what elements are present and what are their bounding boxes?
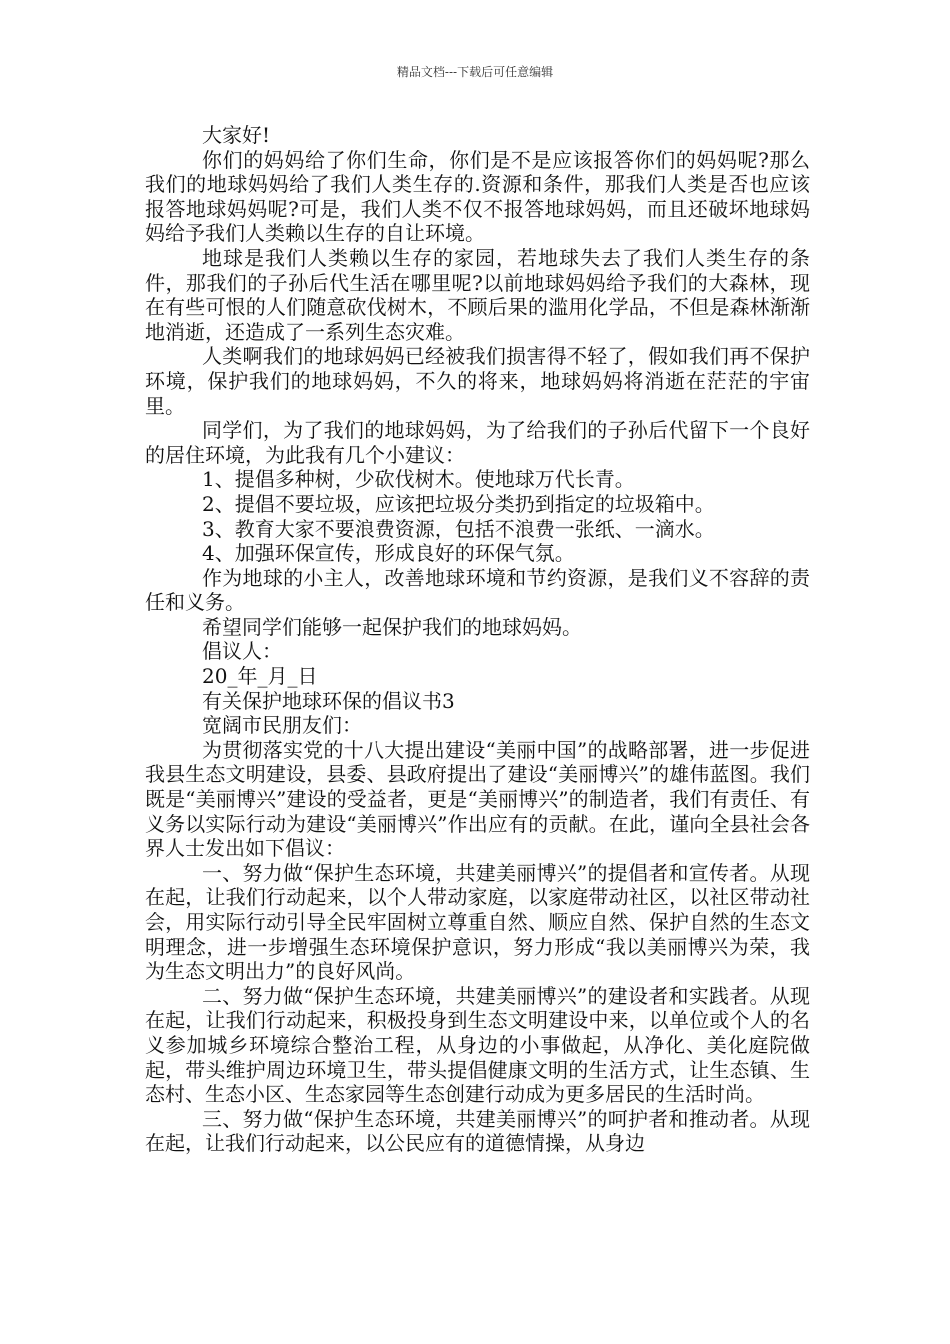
paragraph-hope: 希望同学们能够一起保护我们的地球妈妈。 <box>202 614 582 639</box>
paragraph-home: 地球是我们人类赖以生存的家园，若地球失去了我们人类生存的条件，那我们的子孙后代生活在哪里呢?以前地球妈妈给予我们的大森林，现在有些可恨的人们随意砍伐树木，不顾后果的滥用化学品，不但是森林渐渐地消逝，还造成了一系列生态灾难。 <box>145 245 810 344</box>
suggestion-item: 3、教育大家不要浪费资源，包括不浪费一张纸、一滴水。 <box>202 516 715 541</box>
paragraph-point-one: 一、努力做“保护生态环境，共建美丽博兴”的提倡者和宣传者。从现在起，让我们行动起来，以个人带动家庭，以家庭带动社区，以社区带动社会，用实际行动引导全民牢固树立尊重自然、顺应自然、保护自然的生态文明理念，进一步增强生态环境保护意识，努力形成“我以美丽博兴为荣，我为生态文明出力”的良好风尚。 <box>145 860 810 984</box>
signature-date: 20_年_月_日 <box>202 664 318 689</box>
paragraph-initiative-intro: 为贯彻落实党的十八大提出建设“美丽中国”的战略部署，进一步促进我县生态文明建设，县委、县政府提出了建设“美丽博兴”的雄伟蓝图。我们既是“美丽博兴”建设的受益者，更是“美丽博兴”的制造者，我们有责任、有义务以实际行动为建设“美丽博兴”作出应有的贡献。在此，谨向全县社会各界人士发出如下倡议： <box>145 737 810 861</box>
suggestion-item: 2、提倡不要垃圾，应该把垃圾分类扔到指定的垃圾箱中。 <box>202 491 715 516</box>
paragraph-point-three: 三、努力做“保护生态环境，共建美丽博兴”的呵护者和推动者。从现在起，让我们行动起来，以公民应有的道德情操，从身边 <box>145 1106 810 1156</box>
paragraph-mother-earth: 你们的妈妈给了你们生命，你们是不是应该报答你们的妈妈呢?那么我们的地球妈妈给了我们人类生存的.资源和条件，那我们人类是否也应该报答地球妈妈呢?可是，我们人类不仅不报答地球妈妈，而且还破坏地球妈妈给予我们人类赖以生存的自让环境。 <box>145 147 810 246</box>
document-body <box>145 123 810 1156</box>
section-title: 有关保护地球环保的倡议书3 <box>202 688 455 713</box>
page-header: 精品文档---下载后可任意编辑 <box>396 65 554 79</box>
paragraph-point-two: 二、努力做“保护生态环境，共建美丽博兴”的建设者和实践者。从现在起，让我们行动起来，积极投身到生态文明建设中来，以单位或个人的名义参加城乡环境综合整治工程，从身边的小事做起，从净化、美化庭院做起，带头维护周边环境卫生，带头提倡健康文明的生活方式，让生态镇、生态村、生态小区、生态家园等生态创建行动成为更多居民的生活时尚。 <box>145 983 810 1107</box>
suggestion-item: 1、提倡多种树，少砍伐树木。使地球万代长青。 <box>202 467 635 492</box>
salutation: 宽阔市民朋友们： <box>202 713 362 738</box>
suggestion-item: 4、加强环保宣传，形成良好的环保气氛。 <box>202 541 575 566</box>
signature-label: 倡议人： <box>202 639 282 664</box>
greeting: 大家好! <box>202 123 271 147</box>
paragraph-suggestions-intro: 同学们，为了我们的地球妈妈，为了给我们的子孙后代留下一个良好的居住环境，为此我有几个小建议： <box>145 418 810 467</box>
paragraph-responsibility: 作为地球的小主人，改善地球环境和节约资源，是我们义不容辞的责任和义务。 <box>145 565 810 615</box>
paragraph-damage: 人类啊我们的地球妈妈已经被我们损害得不轻了，假如我们再不保护环境，保护我们的地球妈妈，不久的将来，地球妈妈将消逝在茫茫的宇宙里。 <box>145 344 810 418</box>
